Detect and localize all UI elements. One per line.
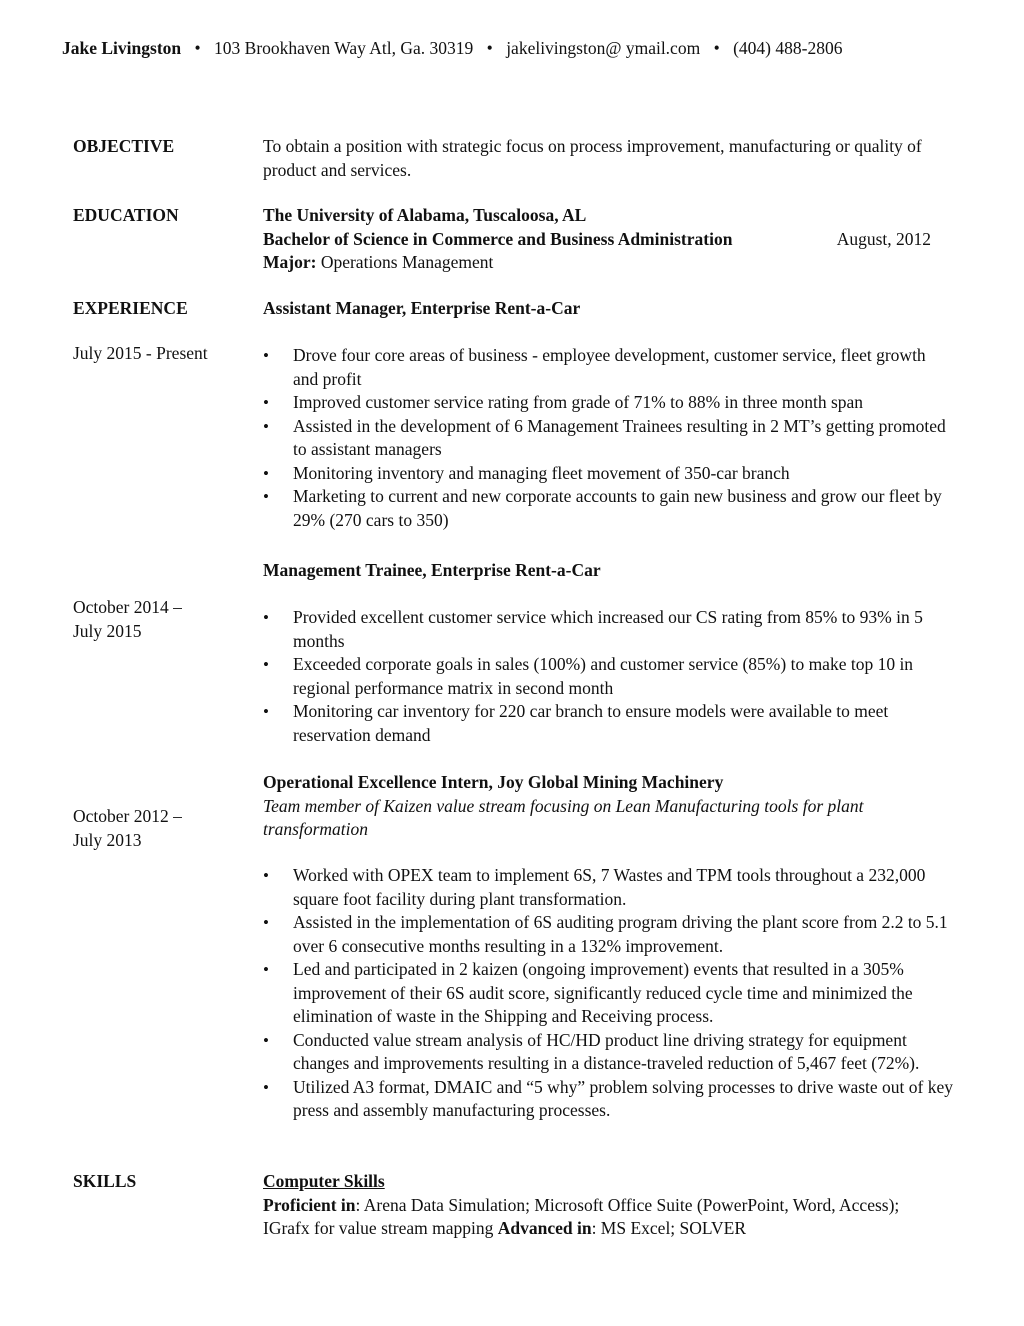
job-dates-end: July 2013	[73, 829, 142, 850]
graduation-date: August, 2012	[836, 228, 931, 249]
major-label: Major:	[263, 252, 317, 272]
phone: (404) 488-2806	[733, 38, 843, 58]
contact-header	[62, 37, 1002, 61]
proficient-label: Proficient in	[263, 1194, 356, 1215]
email: jakelivingston@ ymail.com	[506, 38, 701, 58]
separator-dot: •	[713, 38, 720, 58]
job-dates	[73, 596, 243, 643]
education-label: EDUCATION	[73, 205, 179, 225]
job-dates-start: October 2012 –	[73, 806, 182, 826]
skills-heading: Computer Skills	[263, 1171, 385, 1191]
job-title: Management Trainee, Enterprise Rent-a-Car	[263, 560, 601, 580]
skills-section	[263, 1170, 943, 1241]
advanced-label: Advanced in	[497, 1218, 592, 1238]
separator-dot: •	[194, 38, 201, 58]
list-item: • Assisted in the implementation of 6S auditing program driving the plant score from 2.2 to 5.1 over 6 consecutive months resulting in a 132% improvement.	[263, 911, 953, 958]
skills-label: SKILLS	[73, 1171, 137, 1191]
list-item: • Worked with OPEX team to implement 6S, 7 Wastes and TPM tools throughout a 232,000 square foot facility during plant transformation.	[263, 864, 953, 911]
objective-label: OBJECTIVE	[73, 136, 175, 156]
school-name: The University of Alabama, Tuscaloosa, AL	[263, 205, 587, 225]
list-item: • Exceeded corporate goals in sales (100%) and customer service (85%) to make top 10 in regional performance matrix in second month	[263, 653, 953, 700]
list-item: • Assisted in the development of 6 Management Trainees resulting in 2 MT’s getting promoted to assistant managers	[263, 415, 953, 462]
major-value: Operations Management	[320, 252, 494, 272]
advanced-value: : MS Excel; SOLVER	[591, 1218, 746, 1238]
job-bullets	[263, 344, 953, 532]
major-row	[263, 251, 953, 275]
objective-text: To obtain a position with strategic focus on process improvement, manufacturing or quality of product and services.	[263, 136, 922, 180]
list-item: • Conducted value stream analysis of HC/HD product line driving strategy for equipment changes and improvements resulting in a distance-traveled reduction of 5,467 feet (72%).	[263, 1029, 953, 1076]
degree-row	[263, 228, 953, 252]
job-dates-end: July 2015	[73, 620, 142, 641]
job-dates-start: October 2014 –	[73, 597, 182, 617]
job-title: Operational Excellence Intern, Joy Global Mining Machinery	[263, 772, 724, 792]
job-bullets	[263, 606, 953, 747]
list-item: • Led and participated in 2 kaizen (ongoing improvement) events that resulted in a 305% improvement of their 6S audit score, significantly reduced cycle time and minimized the elimination of waste in the Shipping and Receiving process.	[263, 958, 953, 1029]
job-title: Assistant Manager, Enterprise Rent-a-Car	[263, 298, 581, 318]
job-bullets	[263, 864, 953, 1123]
separator-dot: •	[486, 38, 493, 58]
list-item: • Drove four core areas of business - employee development, customer service, fleet growth and profit	[263, 344, 953, 391]
list-item: • Improved customer service rating from grade of 71% to 88% in three month span	[263, 391, 953, 415]
job-header	[263, 771, 953, 842]
list-item: • Utilized A3 format, DMAIC and “5 why” problem solving processes to drive waste out of key press and assembly manufacturing processes.	[263, 1076, 953, 1123]
degree: Bachelor of Science in Commerce and Business Administration	[263, 228, 733, 249]
job-dates: July 2015 - Present	[73, 343, 208, 363]
list-item: • Monitoring car inventory for 220 car branch to ensure models were available to meet reservation demand	[263, 700, 953, 747]
candidate-name: Jake Livingston	[62, 38, 182, 58]
job-subtitle: Team member of Kaizen value stream focusing on Lean Manufacturing tools for plant transformation	[263, 795, 864, 839]
job-dates	[73, 805, 243, 852]
skills-text	[263, 1194, 943, 1241]
proficient-value: : Arena Data Simulation; Microsoft Office Suite (PowerPoint, Word, Access); IGrafx for value stream mapping	[263, 1194, 900, 1238]
list-item: • Provided excellent customer service which increased our CS rating from 85% to 93% in 5 months	[263, 606, 953, 653]
education-section	[263, 204, 953, 275]
experience-label: EXPERIENCE	[73, 298, 188, 318]
list-item: • Marketing to current and new corporate accounts to gain new business and grow our fleet by 29% (270 cars to 350)	[263, 485, 953, 532]
list-item: • Monitoring inventory and managing fleet movement of 350-car branch	[263, 462, 953, 486]
address: 103 Brookhaven Way Atl, Ga. 30319	[214, 38, 474, 58]
